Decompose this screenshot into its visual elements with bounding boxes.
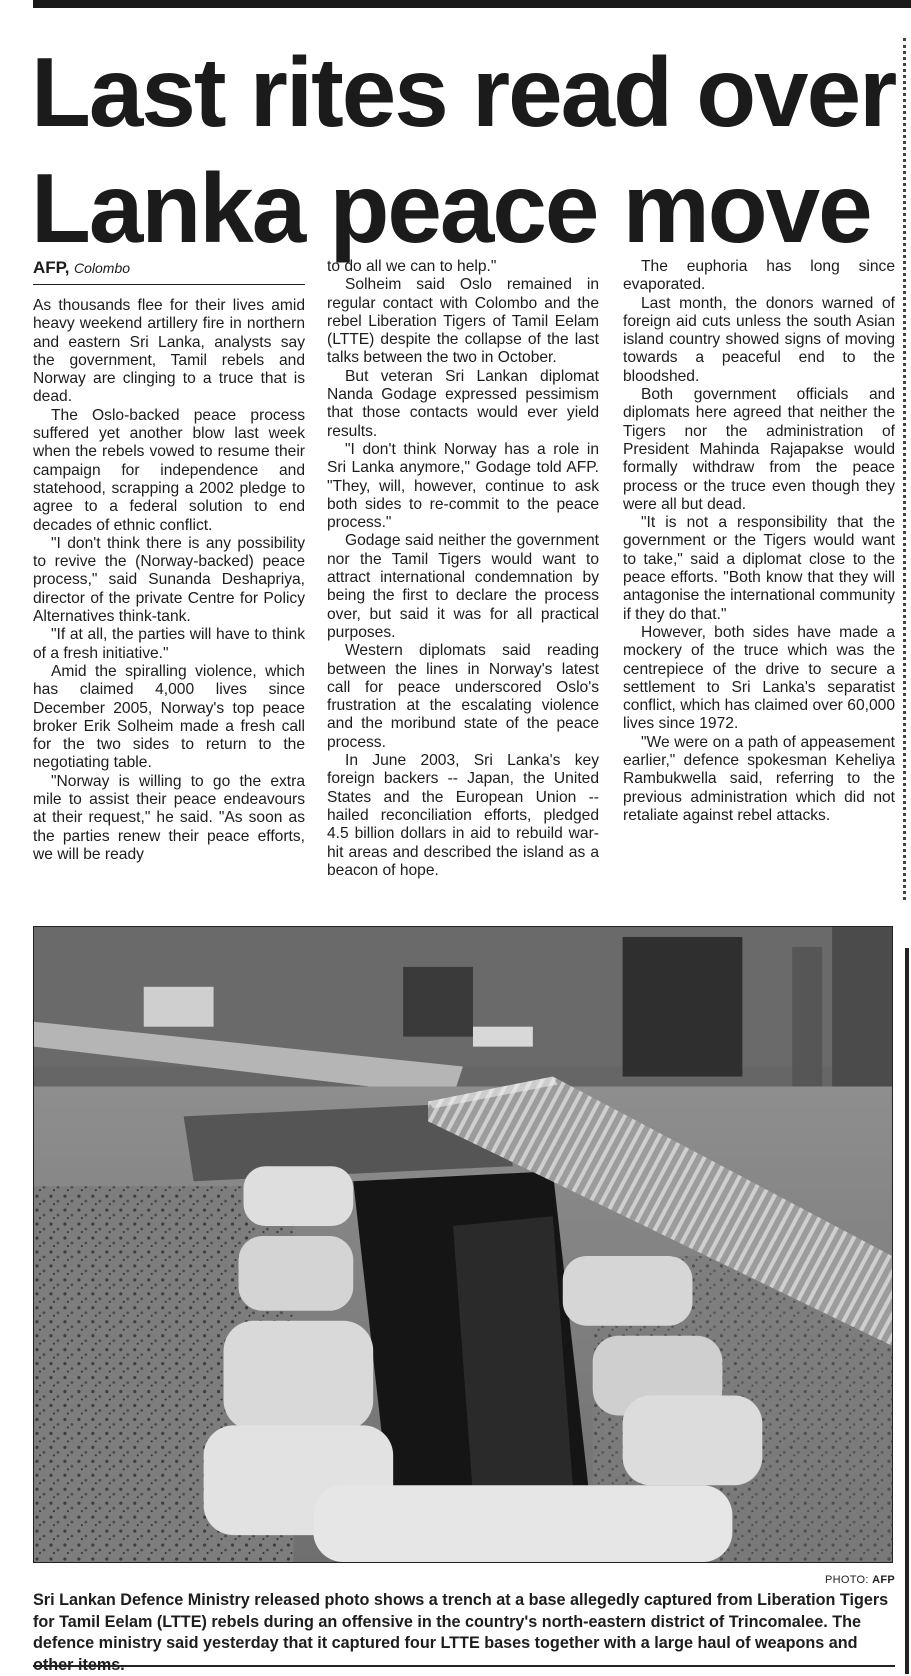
trench-photo: [33, 926, 893, 1563]
paragraph: Amid the spiralling violence, which has claimed 4,000 lives since December 2005, Norway's top peace broker Erik Solheim made a fresh call for the two sides to return to the negotiating table.: [33, 662, 305, 772]
paragraph: The euphoria has long since evaporated.: [623, 258, 895, 294]
photo-credit-source: AFP: [872, 1574, 895, 1586]
paragraph: Godage said neither the government nor the Tamil Tigers would want to attract international condemnation by being the first to declare the process over, but said it was for all practical purposes.: [327, 532, 599, 641]
paragraph: Both government officials and diplomats here agreed that neither the Tigers nor the administration of President Mahinda Rajapakse would formally withdraw from the peace process or the truce even though they were all but dead.: [623, 386, 895, 513]
paragraph: "We were on a path of appeasement earlier," defence spokesman Keheliya Rambukwella said, referring to the previous administration which did not retaliate against rebel attacks.: [623, 733, 895, 824]
column-divider-solid: [905, 948, 909, 1674]
byline: [33, 259, 305, 285]
bottom-rule: [33, 1665, 895, 1667]
paragraph: Last month, the donors warned of foreign aid cuts unless the south Asian island country showed signs of moving towards a peaceful end to the bloodshed.: [623, 294, 895, 385]
paragraph: Solheim said Oslo remained in regular contact with Colombo and the rebel Liberation Tigers of Tamil Eelam (LTTE) despite the collapse of the last talks between the two in October.: [327, 276, 599, 367]
article-column-2: [327, 258, 599, 880]
paragraph: Western diplomats said reading between the lines in Norway's latest call for peace underscored Oslo's frustration at the escalating violence and the moribund state of the peace process.: [327, 642, 599, 751]
headline: Last rites read over Lanka peace move: [31, 37, 896, 263]
paragraph: The Oslo-backed peace process suffered yet another blow last week when the rebels vowed to resume their campaign for independence and statehood, scrapping a 2002 pledge to agree to a federal solution to end decades of ethnic conflict.: [33, 406, 305, 534]
paragraph: "Norway is willing to go the extra mile to assist their peace endeavours at their request," he said. "As soon as the parties renew their peace efforts, we will be ready: [33, 772, 305, 863]
article-column-3: [623, 258, 895, 825]
top-rule: [33, 0, 911, 8]
photo-credit-prefix: PHOTO:: [824, 1574, 869, 1586]
paragraph: In June 2003, Sri Lanka's key foreign backers -- Japan, the United States and the European Union -- hailed reconciliation efforts, pledged 4.5 billion dollars in aid to rebuild war-hit areas and described the island as a beacon of hope.: [327, 752, 599, 879]
trench-photo-illustration: [34, 927, 892, 1562]
paragraph: "I don't think there is any possibility to revive the (Norway-backed) peace process," said Sunanda Deshapriya, director of the private Centre for Policy Alternatives think-tank.: [33, 534, 305, 626]
paragraph: "It is not a responsibility that the government or the Tigers would want to take," said a diplomat close to the peace efforts. "Both know that they will antagonise the international community if they do that.": [623, 514, 895, 623]
paragraph: to do all we can to help.": [327, 258, 497, 275]
photo-caption: Sri Lankan Defence Ministry released photo shows a trench at a base allegedly captured from Liberation Tigers for Tamil Eelam (LTTE) rebels during an offensive in the country's north-eastern district of Trincomalee. The defence ministry said yesterday that it captured four LTTE bases together with a large haul of weapons and: [33, 1591, 889, 1652]
byline-place: Colombo: [74, 260, 131, 276]
column-divider-dotted: [903, 38, 906, 900]
photo-credit: [825, 1574, 895, 1586]
paragraph: "If at all, the parties will have to think of a fresh initiative.": [33, 626, 305, 662]
paragraph: But veteran Sri Lankan diplomat Nanda Godage expressed pessimism that those contacts would ever yield results.: [327, 367, 599, 440]
article-column-1: [33, 259, 305, 864]
paragraph: As thousands flee for their lives amid heavy weekend artillery fire in northern and eastern Sri Lanka, analysts say the government, Tamil rebels and Norway are clinging to a truce that is dead.: [33, 297, 305, 406]
paragraph: "I don't think Norway has a role in Sri Lanka anymore," Godage told AFP. "They, will, however, continue to ask both sides to re-commit to the peace process.": [327, 440, 599, 532]
byline-agency: AFP,: [33, 258, 70, 277]
paragraph: However, both sides have made a mockery of the truce which was the centrepiece of the drive to secure a settlement to Sri Lanka's separatist conflict, which has claimed over 60,000 lives since 1972.: [623, 623, 895, 733]
